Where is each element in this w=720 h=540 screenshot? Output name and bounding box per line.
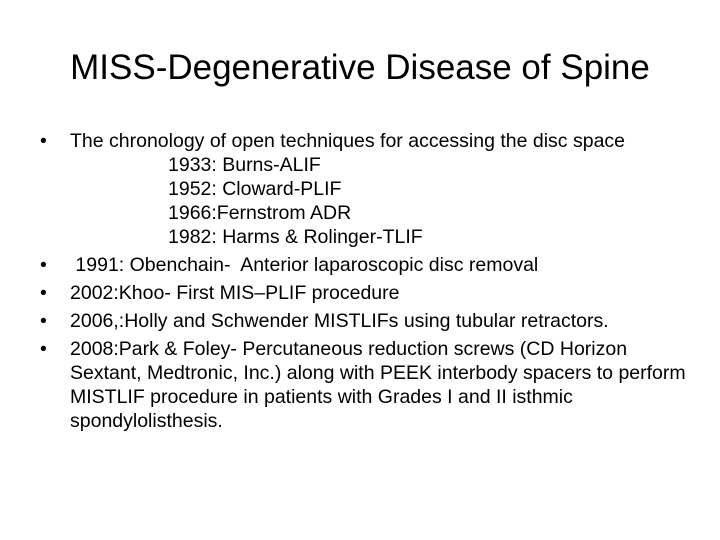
bullet-item <box>36 129 696 249</box>
bullet-text: 2002:Khoo- First MIS–PLIF procedure <box>70 282 400 304</box>
bullet-list <box>36 129 696 437</box>
sub-item: 1952: Cloward-PLIF <box>168 178 342 200</box>
bullet-icon: • <box>40 310 47 332</box>
bullet-item <box>36 309 696 333</box>
sub-item: 1933: Burns-ALIF <box>168 154 321 176</box>
bullet-text: 2006,:Holly and Schwender MISTLIFs using tubular retractors. <box>70 310 609 332</box>
bullet-item <box>36 337 696 433</box>
bullet-item <box>36 281 696 305</box>
bullet-text: 1991: Obenchain- Anterior laparoscopic disc removal <box>70 254 539 276</box>
sub-item: 1966:Fernstrom ADR <box>168 202 352 224</box>
bullet-item <box>36 253 696 277</box>
bullet-text: 2008:Park & Foley- Percutaneous reduction screws (CD Horizon Sextant, Medtronic, Inc.) along with PEEK interbody spacers to perform MISTLIF procedure in patients with Grades I and II isthmic spondylolisthesis. <box>70 338 686 432</box>
bullet-icon: • <box>40 282 47 304</box>
bullet-icon: • <box>40 254 47 276</box>
bullet-icon: • <box>40 338 47 360</box>
bullet-icon: • <box>40 130 47 152</box>
sub-item: 1982: Harms & Rolinger-TLIF <box>168 226 423 248</box>
bullet-text: The chronology of open techniques for accessing the disc space <box>70 130 626 152</box>
slide-title: MISS-Degenerative Disease of Spine <box>70 48 650 87</box>
